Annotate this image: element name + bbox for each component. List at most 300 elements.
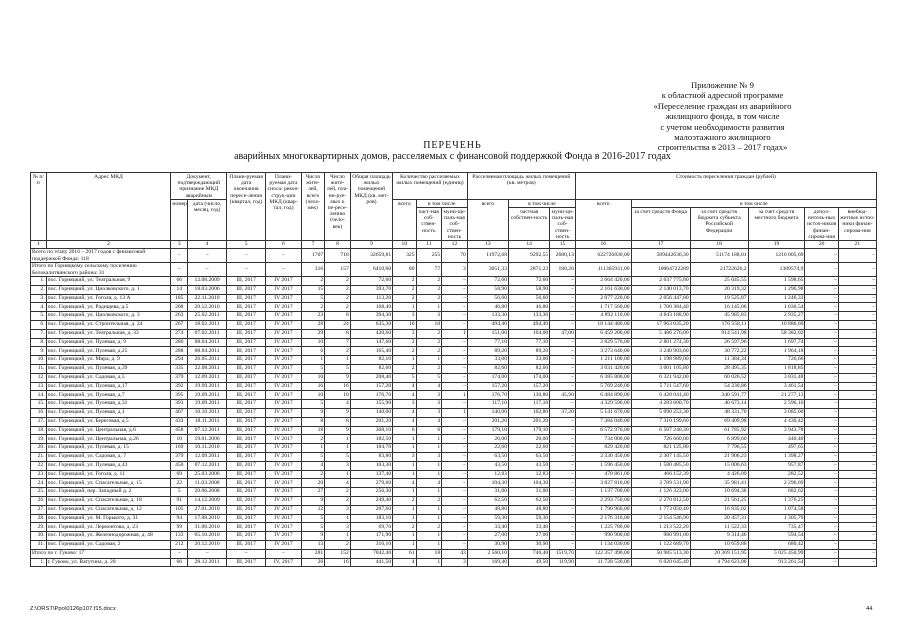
table-cell: 5: [325, 365, 351, 374]
col-rooms-municipal-header: муни-ци-паль-ная соб-ствен-ность: [443, 209, 466, 240]
table-cell: 394,30: [350, 312, 392, 321]
table-cell: 157,20: [509, 382, 550, 391]
table-row: [31, 312, 877, 321]
page-number: 44: [866, 606, 873, 612]
table-cell: 1 122 689,70: [631, 540, 690, 549]
table-cell: 62,50: [467, 496, 508, 505]
table-cell: 2 307 145,50: [631, 453, 690, 462]
table-cell: 1389574,9: [748, 263, 805, 277]
table-cell: –: [805, 444, 838, 453]
table-cell: 12,83: [509, 470, 550, 479]
document-title: ПЕРЕЧЕНЬ: [423, 140, 482, 151]
table-cell: 30 772,22: [690, 347, 748, 356]
table-cell: 589442636,30: [631, 249, 690, 263]
table-cell: 91: [171, 496, 188, 505]
table-cell: 21 561,25: [690, 496, 748, 505]
table-cell: –: [550, 426, 576, 435]
table-cell: 183,10: [350, 514, 392, 523]
table-cell: 3: [171, 241, 188, 249]
table-cell: 3: [416, 409, 442, 418]
table-cell: 51174 188,01: [690, 249, 748, 263]
table-cell: 201,20: [467, 417, 508, 426]
table-cell: 31,00: [509, 488, 550, 497]
table-cell: 25.02.2011: [188, 312, 227, 321]
table-cell: –: [442, 417, 468, 426]
table-body: [31, 241, 877, 567]
table-cell: 1 398,27: [748, 453, 805, 462]
table-cell: 740,40: [509, 549, 550, 558]
table-cell: 5: [301, 453, 324, 462]
column-number-row: [31, 241, 877, 249]
table-cell: 07.02.2011: [188, 329, 227, 338]
table-cell: III, 2017: [227, 426, 266, 435]
table-cell: пос. Горняцкий, ул. Гоголя, д. 11: [46, 470, 171, 479]
table-cell: 25 045,55: [690, 277, 748, 286]
table-cell: III, 2017: [227, 312, 266, 321]
table-cell: –: [838, 444, 876, 453]
table-cell: 1519,70: [550, 549, 576, 558]
table-cell: IV 2017: [266, 365, 302, 374]
table-cell: 3: [325, 505, 351, 514]
table-cell: 8.: [31, 338, 47, 347]
table-cell: 30.: [31, 532, 47, 541]
table-cell: 2: [416, 365, 442, 374]
col-area-resettle-total-header: всего: [467, 199, 508, 240]
table-cell: 2: [325, 540, 351, 549]
table-cell: 07.12.2011: [188, 426, 227, 435]
table-cell: 18.03.2006: [188, 285, 227, 294]
table-cell: 335: [171, 365, 188, 374]
table-cell: 3: [416, 312, 442, 321]
table-row: [31, 435, 877, 444]
table-row: [31, 409, 877, 418]
table-cell: 169: [171, 444, 188, 453]
table-cell: 2 140 013,70: [631, 285, 690, 294]
table-cell: 14.12.2009: [188, 496, 227, 505]
table-cell: –: [550, 321, 576, 330]
table-cell: 48,80: [467, 505, 508, 514]
table-cell: 82,60: [467, 365, 508, 374]
table-cell: III, 2017: [227, 285, 266, 294]
table-row: [31, 373, 877, 382]
appendix-line: жилищного фонда, в том числе: [665, 111, 780, 122]
table-cell: 63,50: [509, 453, 550, 462]
table-cell: –: [442, 470, 468, 479]
table-cell: –: [838, 382, 876, 391]
table-cell: 497,65: [748, 444, 805, 453]
table-cell: –: [188, 549, 227, 558]
table-cell: –: [442, 277, 468, 286]
col-rooms-private-header: част-ная соб-ствен-ность: [416, 208, 442, 241]
table-cell: 3: [325, 461, 351, 470]
table-cell: 1 790 960,00: [575, 505, 631, 514]
table-cell: –: [805, 505, 838, 514]
col-area-incl-header: в том числе: [509, 199, 576, 207]
table-cell: пос. Горняцкий, ул. Центральная, д.26: [46, 435, 171, 444]
table-cell: 208: [171, 303, 188, 312]
col-area-private-header: частная собствен-ность: [509, 208, 550, 241]
table-cell: III, 2017: [227, 409, 266, 418]
table-cell: пос. Горняцкий, ул. М. Горького, д. 31: [46, 514, 171, 523]
table-cell: пос. Горняцкий, ул. Пулевая, д.25: [46, 347, 171, 356]
table-cell: IV, 2017: [266, 558, 302, 567]
table-cell: 18: [416, 549, 442, 558]
table-cell: 66: [171, 558, 188, 567]
table-cell: 3 831,48: [748, 373, 805, 382]
table-cell: 33,40: [467, 523, 508, 532]
table-cell: 83,80: [350, 453, 392, 462]
table-cell: Итого по Горняцкому сельскому поселению Белокалитвинского района: 31: [31, 263, 171, 277]
table-cell: 5: [301, 294, 324, 303]
table-cell: 2: [325, 303, 351, 312]
table-cell: 6: [393, 426, 416, 435]
table-cell: 1 030,54: [748, 303, 805, 312]
table-cell: III, 2017: [227, 303, 266, 312]
table-cell: 4 794 623,06: [690, 558, 748, 567]
table-header: [31, 173, 877, 241]
table-cell: 18 144 480,00: [575, 321, 631, 330]
document-subtitle: аварийных многоквартирных домов, расселяемых с финансовой поддержкой Фонда в 2016-2017 годах: [234, 151, 671, 162]
table-cell: 255: [416, 249, 442, 263]
table-cell: 8: [325, 241, 351, 249]
table-cell: 2: [416, 277, 442, 286]
table-cell: 1 246,33: [748, 294, 805, 303]
table-cell: 212: [171, 540, 188, 549]
table-cell: 1: [393, 532, 416, 541]
table-cell: 2: [416, 496, 442, 505]
appendix-line: строительства в 2013 – 2017 годах»: [657, 142, 788, 153]
table-cell: 9: [301, 409, 324, 418]
table-cell: 718: [325, 249, 351, 263]
table-cell: 19: [748, 241, 805, 249]
table-cell: 104,30: [467, 479, 508, 488]
table-cell: 157: [325, 263, 351, 277]
table-cell: 54 230,86: [690, 382, 748, 391]
table-cell: 5 141 670,00: [575, 409, 631, 418]
table-cell: 77: [416, 263, 442, 277]
table-cell: 13: [301, 540, 324, 549]
table-cell: 4 283 600,70: [631, 400, 690, 409]
table-cell: 1: [393, 514, 416, 523]
table-cell: IV 2017: [266, 505, 302, 514]
table-cell: –: [805, 373, 838, 382]
table-cell: 48 331,70: [690, 409, 748, 418]
table-cell: 11.03.2008: [188, 479, 227, 488]
table-cell: 4: [393, 409, 416, 418]
table-cell: –: [442, 479, 468, 488]
table-cell: 117,10: [467, 400, 508, 409]
table-cell: 1707: [301, 249, 324, 263]
table-cell: 4: [325, 400, 351, 409]
table-cell: 274: [171, 329, 188, 338]
table-cell: –: [805, 523, 838, 532]
table-cell: 6 484 890,00: [575, 391, 631, 400]
table-cell: 2 270 812,50: [631, 496, 690, 505]
table-row: [31, 479, 877, 488]
table-cell: 9: [301, 496, 324, 505]
table-cell: 957,87: [748, 461, 805, 470]
table-cell: 4 843 188,90: [631, 312, 690, 321]
table-cell: пос. Горняцкий, ул. Театральная, 9: [46, 277, 171, 286]
table-cell: III, 2017: [227, 453, 266, 462]
table-cell: 1.: [31, 277, 47, 286]
table-cell: 20 369 151,95: [690, 549, 748, 558]
table-cell: 5 025 450,99: [748, 549, 805, 558]
table-cell: 26.: [31, 496, 47, 505]
table-cell: 2: [416, 294, 442, 303]
table-cell: 2: [325, 294, 351, 303]
table-cell: 1: [393, 488, 416, 497]
table-cell: III, 2017: [227, 391, 266, 400]
table-cell: III, 2017: [227, 488, 266, 497]
table-cell: 7 384 040,00: [575, 417, 631, 426]
table-cell: –: [838, 294, 876, 303]
table-cell: 325: [393, 249, 416, 263]
table-cell: 4: [393, 391, 416, 400]
table-cell: 10.11.2010: [188, 444, 227, 453]
table-cell: 2: [393, 277, 416, 286]
col-rooms-incl-header: в том числе: [416, 199, 467, 207]
table-cell: 35 981,41: [690, 479, 748, 488]
table-cell: 4 892 110,00: [575, 312, 631, 321]
table-cell: 157,20: [467, 382, 508, 391]
table-cell: 20.06.2008: [188, 488, 227, 497]
table-cell: 22: [171, 479, 188, 488]
table-cell: 48,80: [509, 505, 550, 514]
table-cell: 7.: [31, 329, 47, 338]
table-cell: 1 376,25: [748, 496, 805, 505]
table-cell: 2: [416, 285, 442, 294]
table-cell: –: [550, 461, 576, 470]
table-cell: 3: [442, 263, 468, 277]
table-cell: 6 385 800,00: [575, 373, 631, 382]
table-cell: 22.: [31, 461, 47, 470]
table-cell: 25.03.2006: [188, 470, 227, 479]
table-cell: пос. Горняцкий, ул. Строительная, д. 24: [46, 321, 171, 330]
table-cell: 16 835,02: [690, 505, 748, 514]
appendix-line: Приложение № 9: [691, 80, 754, 90]
table-cell: 5: [301, 514, 324, 523]
table-cell: 12,83: [467, 470, 508, 479]
table-cell: 19.09.2011: [188, 400, 227, 409]
table-cell: –: [805, 263, 838, 277]
table-cell: –: [227, 549, 266, 558]
table-cell: 7042,40: [350, 549, 392, 558]
table-cell: 72,60: [467, 277, 508, 286]
table-row: [31, 444, 877, 453]
table-cell: 420,60: [350, 329, 392, 338]
table-cell: –: [442, 365, 468, 374]
table-cell: 18.: [31, 426, 47, 435]
table-cell: 111365931,00: [575, 263, 631, 277]
table-cell: III, 2017: [227, 294, 266, 303]
table-cell: 2: [325, 347, 351, 356]
table-cell: –: [442, 338, 468, 347]
table-cell: 9 314,46: [690, 532, 748, 541]
table-cell: 914 541,98: [690, 329, 748, 338]
table-cell: –: [805, 435, 838, 444]
table-cell: 45 985,83: [690, 312, 748, 321]
table-cell: 17: [631, 241, 690, 249]
table-cell: 33,00: [467, 356, 508, 365]
table-row: [31, 294, 877, 303]
table-cell: –: [838, 540, 876, 549]
table-cell: 10.10.2011: [188, 409, 227, 418]
table-cell: 4: [325, 479, 351, 488]
table-cell: 16: [325, 382, 351, 391]
table-cell: –: [838, 514, 876, 523]
table-row: [31, 329, 877, 338]
table-cell: 368,10: [350, 426, 392, 435]
col-doc-header: Документ, подтверждающий признание МКД аварийным: [171, 173, 227, 200]
table-cell: –: [442, 444, 468, 453]
table-cell: 4: [393, 382, 416, 391]
table-cell: пос. Горняцкий, ул. Береговая, д.5: [46, 417, 171, 426]
table-cell: 66: [171, 277, 188, 286]
table-cell: –: [805, 249, 838, 263]
table-cell: 43,50: [467, 461, 508, 470]
table-cell: 5 711 547,60: [631, 382, 690, 391]
table-cell: –: [442, 356, 468, 365]
table-cell: 622726830,00: [575, 249, 631, 263]
table-cell: –: [805, 461, 838, 470]
table-cell: III, 2017: [227, 400, 266, 409]
table-cell: 1 717 560,00: [575, 303, 631, 312]
table-cell: 22.08.2011: [188, 365, 227, 374]
table-cell: 10: [301, 338, 324, 347]
table-cell: 176,70: [350, 391, 392, 400]
table-cell: 10 659,88: [690, 540, 748, 549]
table-cell: 10: [393, 321, 416, 330]
table-cell: 1 074,58: [748, 505, 805, 514]
table-cell: 5 090 253,30: [631, 409, 690, 418]
table-cell: 1: [325, 435, 351, 444]
table-cell: 1: [416, 505, 442, 514]
table-cell: 8: [325, 329, 351, 338]
appendix-line: «Переселение граждан из аварийного: [653, 100, 792, 111]
table-cell: –: [442, 347, 468, 356]
table-cell: 47,00: [550, 329, 576, 338]
table-cell: 22,60: [509, 444, 550, 453]
table-cell: 316: [301, 263, 324, 277]
table-cell: 1 134 030,00: [575, 540, 631, 549]
table-cell: 1: [393, 505, 416, 514]
table-cell: 1: [393, 461, 416, 470]
table-cell: 18: [690, 241, 748, 249]
table-cell: 08.04.2011: [188, 347, 227, 356]
table-cell: –: [838, 461, 876, 470]
table-cell: 19.: [31, 435, 47, 444]
table-cell: Итого по г. Гуково: 17: [31, 549, 171, 558]
table-cell: –: [550, 479, 576, 488]
table-cell: 21: [838, 241, 876, 249]
table-cell: 2: [393, 347, 416, 356]
table-cell: –: [838, 263, 876, 277]
table-cell: III, 2017: [227, 532, 266, 541]
table-cell: 6: [416, 426, 442, 435]
table-cell: 5 769 240,00: [575, 382, 631, 391]
table-cell: 5: [301, 400, 324, 409]
table-cell: 393,70: [350, 285, 392, 294]
table-cell: 10: [301, 391, 324, 400]
table-cell: 94: [171, 514, 188, 523]
table-row: [31, 505, 877, 514]
table-cell: 726 660,00: [631, 435, 690, 444]
table-cell: –: [227, 263, 266, 277]
table-cell: III, 2017: [227, 365, 266, 374]
table-cell: 82,60: [509, 365, 550, 374]
table-cell: IV 2017: [266, 470, 302, 479]
table-cell: 20 457,31: [690, 514, 748, 523]
table-cell: 263: [171, 312, 188, 321]
table-cell: –: [188, 263, 227, 277]
table-cell: 208,40: [350, 373, 392, 382]
table-cell: –: [838, 373, 876, 382]
table-cell: –: [550, 294, 576, 303]
table-cell: 168,40: [350, 303, 392, 312]
table-cell: 2 664 420,00: [575, 277, 631, 286]
table-cell: пос. Горняцкий, ул. Садовая, д.5: [46, 373, 171, 382]
table-cell: 152: [325, 549, 351, 558]
table-cell: 171,90: [350, 532, 392, 541]
table-cell: 28.12.2011: [188, 558, 227, 567]
table-cell: пос. Горняцкий, ул. Радищева, д.5: [46, 303, 171, 312]
table-cell: 69,70: [350, 523, 392, 532]
table-cell: 72,60: [509, 277, 550, 286]
summary-row: [31, 549, 877, 558]
table-cell: 450: [171, 461, 188, 470]
table-cell: III, 2017: [227, 558, 266, 567]
table-cell: пос. Горняцкий, ул. Пулевая, д.1: [46, 409, 171, 418]
col-plan-demolish-header: Плани-руемая дата сноса/ рекон-струк-ции МКД (квар-тал, год): [266, 173, 302, 241]
table-cell: –: [442, 294, 468, 303]
table-cell: 16: [325, 558, 351, 567]
table-cell: 458: [171, 426, 188, 435]
table-cell: Всего по этапу 2016 – 2017 годов с финансовой поддержкой Фонда: 118: [31, 249, 171, 263]
table-cell: 32659,81: [350, 249, 392, 263]
table-cell: 105: [171, 505, 188, 514]
table-cell: 103,30: [350, 461, 392, 470]
col-area-resettle-header: Расселяемая площадь жилых помещений (кв. метров): [467, 173, 575, 200]
table-cell: 9: [325, 426, 351, 435]
table-cell: IV 2017: [266, 453, 302, 462]
table-row: [31, 338, 877, 347]
table-cell: 60 026,52: [690, 373, 748, 382]
table-cell: 3: [325, 523, 351, 532]
col-address-header: Адрес МКД: [46, 173, 171, 241]
table-cell: 10 694,38: [690, 488, 748, 497]
col-doc-date-header: дата (число, месяц, год): [188, 199, 227, 240]
table-row: [31, 277, 877, 286]
col-num-header: № п/п: [31, 173, 47, 241]
table-cell: 33,40: [509, 523, 550, 532]
table-cell: IV 2017: [266, 488, 302, 497]
table-cell: 4 329 590,00: [575, 400, 631, 409]
table-cell: 28 495,35: [690, 365, 748, 374]
table-cell: пос. Горняцкий, ул. Мира, д. 9: [46, 356, 171, 365]
table-cell: пос. Горняцкий, ул. Циолковского, д. 3: [46, 312, 171, 321]
table-row: [31, 453, 877, 462]
table-cell: –: [838, 338, 876, 347]
table-cell: 1 596 450,00: [575, 461, 631, 470]
table-cell: –: [838, 417, 876, 426]
table-cell: 2: [325, 277, 351, 286]
table-cell: 2: [301, 470, 324, 479]
table-cell: 104,30: [509, 479, 550, 488]
table-cell: 147,60: [350, 338, 392, 347]
table-cell: 19 525,87: [690, 294, 748, 303]
table-cell: 9.: [31, 347, 47, 356]
